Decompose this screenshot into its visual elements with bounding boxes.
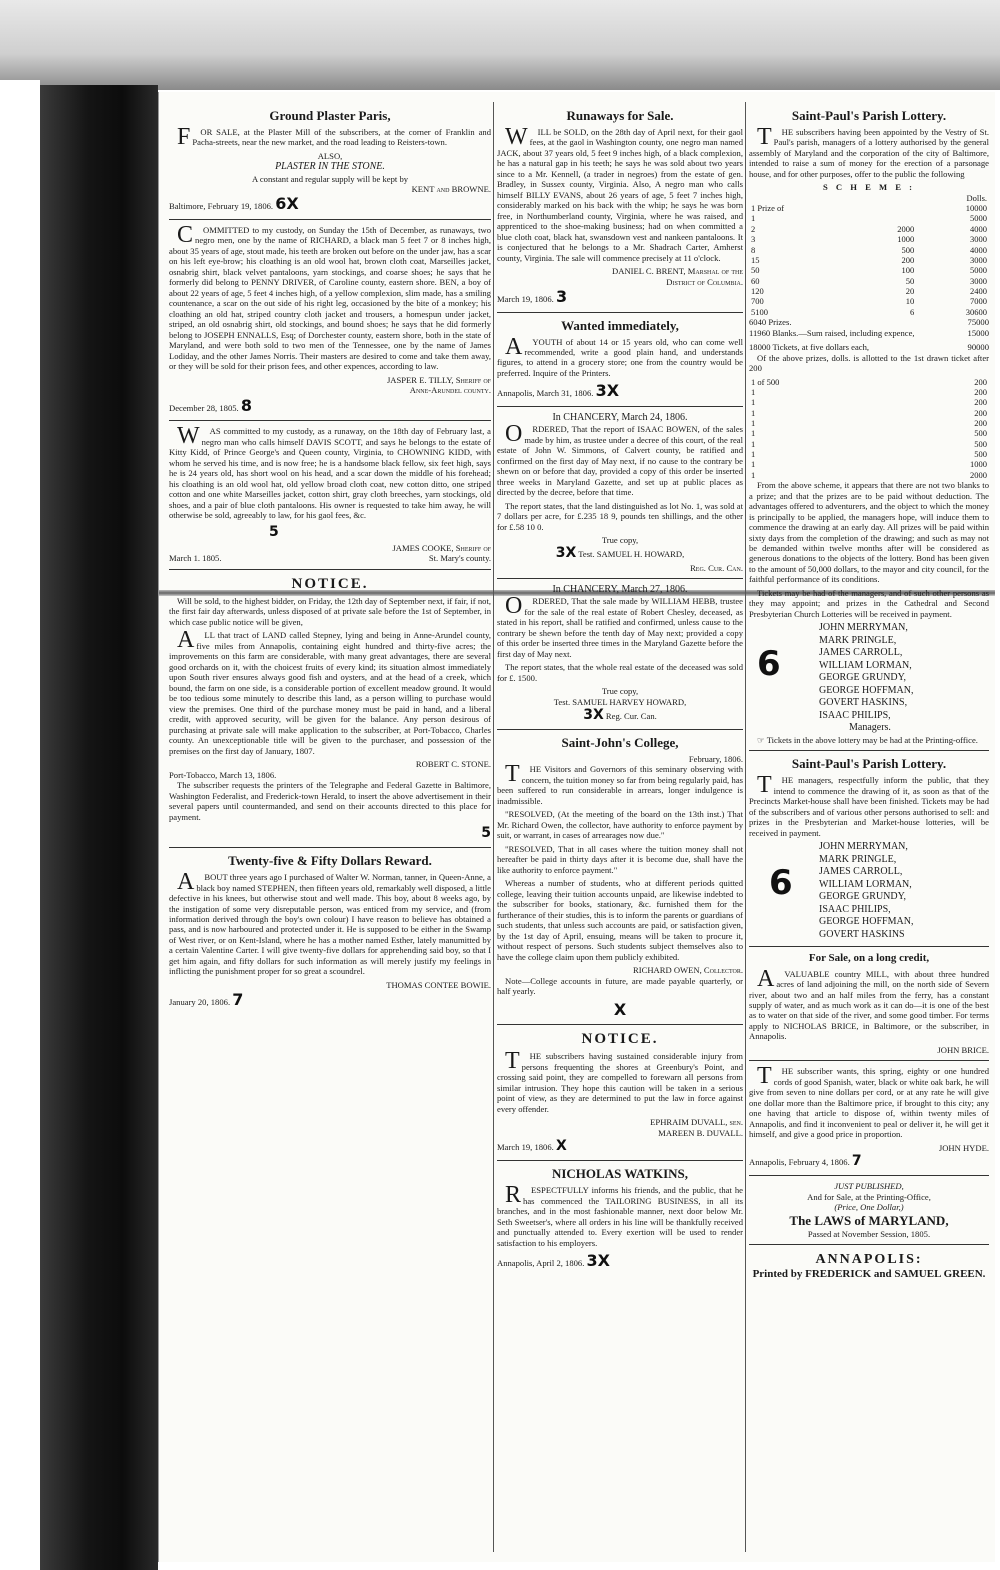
ad-title: For Sale, on a long credit, <box>808 952 930 965</box>
handwritten-mark: 7 <box>232 990 244 1010</box>
ad-body: COMMITTED to my custody, on Sunday the 15th of December, as runaways, two negro men, one by the name of RICHARD, a black man 5 feet 7 or 8 inches high, about 35 years of age, stout made, his teeth are broken out before on the under jaw, has a scar on his left eye-brow; his cloathing is an old wool hat, brown cloth coat, Marseilles jacket, osnabrig shirt, black velvet pantaloons, yarn stockings, and coarse shoes; he says that he formerly did belong to PENNY DRIVER, of Caroline county, eastern shore. BEN, a boy of about 22 years of age, 5 feet 4 inches high, of a yellow complexion, slim made, has a smiling countenance, a scar on the out side of his right leg, occasioned by the bite of a monkey; his cloathing an old hat, striped country cloth jacket and trousers, a homespun under jacket, striped, an old osnabrig shirt, old stockings, and bound shoes; he says that he did formerly belong to JOSEPH ENNALLS, Esq; of Dorchester county, eastern shore, both in the state of Maryland, and were both sold to two men of the Tennessee, one by the name of James Lodiday, and the other James Norris. Their masters are desired to come and take them away, or they will be sold for their prison fees, and other expences, according to law. <box>169 221 491 372</box>
column-rule <box>745 102 746 1552</box>
scheme-cell: 3000 <box>970 234 987 245</box>
scheme-cell: 3000 <box>970 275 987 286</box>
scheme-total: 6040 Prizes. 75000 <box>749 317 989 328</box>
ad-signature: JASPER E. TILLY, Sheriff of <box>386 374 491 385</box>
newspaper-page <box>158 92 995 1562</box>
scheme-cell: 3 <box>751 234 756 245</box>
ad-body: ABOUT three years ago I purchased of Walter W. Norman, tanner, in Queen-Anne, a black boy named STEPHEN, then fifteen years old, remarkably well disposed, a little defective in his knees, but otherwise stout and well made. This boy, about 8 weeks ago, by the instigation of some very disreputable person, was enticed from my service, and (from information derived through the boy's own colour) I have reason to believe has obtained a pass, and is now harboured and protected under it. He is supposed to be either in the Swamp of West river, or on Kent-Island, where he has a mother named Esther, lately manumitted by a certain Valentine Carter. I will give twenty-five dollars for apprehending said boy, so that I get him again, and fifty dollars for such information as will merely justify my feelings in inflicting the punishment proper for so great a scoundrel. <box>169 869 491 977</box>
daily-cell: 1 <box>751 397 756 408</box>
manager-name: JAMES CARROLL, <box>819 866 903 878</box>
ad-note: ☞ Tickets in the above lottery may be had at the Printing-office. <box>757 734 978 745</box>
scheme-cell: 7000 <box>970 296 987 307</box>
managers-label: Managers. <box>849 722 891 734</box>
ad-title: Saint-Paul's Parish Lottery. <box>791 756 947 772</box>
scheme-row <box>749 276 989 286</box>
scheme-cell: 1000 <box>897 234 915 245</box>
scheme-row <box>749 234 989 244</box>
lottery-scheme-table <box>749 193 989 317</box>
daily-row <box>749 387 989 397</box>
manager-name: GEORGE GRUNDY, <box>819 672 907 684</box>
daily-cell: 1 <box>751 469 756 480</box>
ad-body: THE subscriber wants, this spring, eighty or one hundred cords of good Spanish, water, black or white oak bark, he will give from seven to nine dollars per cord, or at any rate he will give one dollar more than the Baltimore price, if brought to this city; any one having that article to dispose of, within twenty miles of Annapolis, and find it inconvenient to peal or deliver it, he will get it himself, and give a good price in proportion. <box>749 1063 989 1140</box>
ad-dateline: December 28, 1805. 8 <box>169 395 252 415</box>
scheme-cell: 2 <box>751 223 756 234</box>
column-3 <box>749 104 989 1282</box>
scheme-cell: 5000 <box>970 265 987 276</box>
daily-row <box>749 428 989 438</box>
divider <box>749 1060 989 1061</box>
scheme-cell: 6 <box>909 306 915 317</box>
ad-body: RESPECTFULLY informs his friends, and the public, that he has commenced the TAILORING BUSINESS, in all its branches, and in the most fashionable manner, next door below Mr. Seth Sweetser's, where all orders in his line will be thankfully received and punctually attended to. Every exertion will be used to render satisfaction to his employers. <box>497 1182 743 1248</box>
scheme-title: S C H E M E : <box>823 182 915 193</box>
manager-name: MARK PRINGLE, <box>819 853 897 865</box>
ad-dateline: Annapolis, March 31, 1806. 3X <box>497 381 620 401</box>
table-header: Dolls. <box>966 192 987 203</box>
divider <box>169 847 491 848</box>
ad-text: A constant and regular supply will be kept by <box>251 173 409 184</box>
daily-prize-table <box>749 377 989 481</box>
ad-dateline: March 1. 1805. St. Mary's county. <box>169 553 491 564</box>
divider <box>497 578 743 579</box>
daily-cell: 500 <box>974 438 987 449</box>
scheme-row <box>749 245 989 255</box>
scheme-cell: 50 <box>751 265 760 276</box>
ad-body: ORDERED, That the sale made by WILLIAM HEBB, trustee for the sale of the real estate of Robert Chesley, deceased, as stated in his report, shall be ratified and confirmed, unless cause to the contrary be shewn before the tenth day of May next; provided a copy of this order be inserted three times in the Maryland Gazette before the first day of May next. <box>497 593 743 659</box>
scheme-cell: 10000 <box>965 203 987 214</box>
scheme-row <box>749 307 989 317</box>
daily-cell: 500 <box>974 449 987 460</box>
ad-subtitle: PLASTER IN THE STONE. <box>275 161 385 173</box>
scheme-total: 11960 Blanks.—Sum raised, including expence, 15000 <box>749 327 989 338</box>
handwritten-mark: 6 <box>757 644 781 685</box>
daily-cell: 200 <box>974 397 987 408</box>
daily-cell: 1 <box>751 449 756 460</box>
handwritten-mark: X <box>613 999 627 1019</box>
managers-block <box>749 841 989 941</box>
ad-signature: JAMES COOKE, Sheriff of <box>392 542 491 553</box>
ad-title: Ground Plaster Paris, <box>269 108 391 123</box>
scan-gutter <box>0 80 40 1570</box>
scheme-total: 18000 Tickets, at five dollars each, 90000 <box>749 342 989 353</box>
daily-row <box>749 439 989 449</box>
ad-intro: Will be sold, to the highest bidder, on Friday, the 12th day of September next, if fair, if not, the first fair day afterwards, unless disposed of at private sale before the 1st of September, in which case public notice will be given, <box>169 595 491 627</box>
ad-title: Saint-John's College, <box>561 735 679 751</box>
scheme-row <box>749 255 989 265</box>
scheme-row <box>749 296 989 306</box>
scheme-cell: 2400 <box>970 286 987 296</box>
ad-report: The report states, that the land distinguished as lot No. 1, was sold at 7 dollars per acre, for £.235 18 9, pounds ten shillings, and the other for £.58 10 0. <box>497 500 743 532</box>
divider <box>169 569 491 570</box>
handwritten-mark: 3 <box>555 287 568 307</box>
scheme-cell: 5100 <box>751 306 768 317</box>
ad-line: And for Sale, at the Printing-Office, <box>807 1191 931 1202</box>
ad-dateline: Annapolis, April 2, 1806. 3X <box>497 1251 610 1271</box>
scheme-cell <box>856 213 917 223</box>
scheme-row <box>749 286 989 296</box>
scheme-cell: 200 <box>901 254 915 265</box>
daily-cell: 500 <box>974 428 987 439</box>
scheme-cell: 700 <box>751 296 764 307</box>
scheme-cell: 15 <box>751 254 760 265</box>
divider <box>749 946 989 947</box>
handwritten-mark: 3X <box>555 545 577 562</box>
ad-copy: True copy, <box>601 686 639 697</box>
daily-row <box>749 397 989 407</box>
scan-background <box>0 0 1000 90</box>
handwritten-mark: 3X <box>595 381 620 401</box>
imprint-place: ANNAPOLIS: <box>815 1252 923 1268</box>
scheme-row <box>749 213 989 223</box>
scheme-row <box>749 224 989 234</box>
scheme-cell: 100 <box>901 265 915 276</box>
column-rule <box>493 102 494 1552</box>
ad-body: THE subscribers having been appointed by the Vestry of St. Paul's parish, managers of a lottery authorised by the general assembly of Maryland and the corporation of the city of Baltimore, intended to raise a sum of money for the erection of a parsonage house, and for other purposes, offer to the public the following <box>749 123 989 179</box>
daily-cell: 1000 <box>970 459 987 470</box>
imprint-printers: Printed by FREDERICK and SAMUEL GREEN. <box>752 1268 986 1281</box>
scheme-cell: 50 <box>905 275 915 286</box>
scheme-cell: 8 <box>751 244 756 255</box>
manager-name: GEORGE HOFFMAN, <box>819 916 914 928</box>
daily-cell: 200 <box>974 417 987 428</box>
ad-dateline: Baltimore, February 19, 1806. 6X <box>169 194 299 214</box>
divider <box>749 1244 989 1245</box>
ad-body: FOR SALE, at the Plaster Mill of the subscribers, at the corner of Franklin and Pacha-streets, near the new market, and the road leading to Reisters-town. <box>177 123 491 150</box>
scheme-cell: 5000 <box>970 213 987 224</box>
daily-row <box>749 459 989 469</box>
manager-name: GOVERT HASKINS, <box>819 697 908 709</box>
scheme-cell: 2000 <box>897 223 915 234</box>
ad-body: AYOUTH of about 14 or 15 years old, who can come well recommended, write a good plain hand, and understands figures, to attend in a grocery store; one from the country would be preferred. Inquire of the Printers. <box>497 333 743 378</box>
ad-title: The LAWS of MARYLAND, <box>789 1212 949 1228</box>
handwritten-mark: 5 <box>481 825 491 842</box>
scheme-row <box>749 265 989 275</box>
scheme-cell: 10 <box>905 296 915 307</box>
divider <box>497 1024 743 1025</box>
manager-name: JAMES CARROLL, <box>819 647 903 659</box>
daily-cell: 1 <box>751 428 756 439</box>
scheme-row <box>749 203 989 213</box>
divider <box>169 420 491 421</box>
divider <box>497 312 743 313</box>
ad-signature: RICHARD OWEN, Collector. <box>633 965 743 976</box>
daily-row <box>749 449 989 459</box>
ad-dateline: January 20, 1806. 7 <box>169 990 244 1010</box>
managers-list <box>819 841 989 941</box>
managers-block <box>749 622 989 735</box>
daily-cell: 1 <box>751 438 756 449</box>
ad-body: AVALUABLE country MILL, with about three hundred acres of land adjoining the mill, on the north side of Severn river, about two and an half miles from the ferry, has a constant supply of water, and as much work as it can do—it is one of the best as to water on that side of the river, and some good timber. For terms apply to NICHOLAS BRICE, in Baltimore, or the subscriber, in Annapolis. <box>749 965 989 1042</box>
handwritten-mark: 5 <box>269 523 279 540</box>
scheme-cell: 4000 <box>970 223 987 234</box>
scheme-cell: 3000 <box>970 254 987 265</box>
ad-signature: District of Columbia. <box>666 276 743 287</box>
manager-name: WILLIAM LORMAN, <box>819 659 912 671</box>
scheme-cell: 4000 <box>970 244 987 255</box>
column-1 <box>169 104 491 1010</box>
ad-also: ALSO, <box>317 150 343 161</box>
handwritten-mark: 7 <box>851 1153 862 1170</box>
handwritten-mark: 8 <box>240 395 252 415</box>
ad-copy: True copy, <box>601 534 639 545</box>
ad-report: The report states, that the whole real estate of the deceased was sold for £. 1500. <box>497 662 743 683</box>
ad-signature: Test. SAMUEL HARVEY HOWARD, <box>553 696 687 707</box>
ad-title: Saint-Paul's Parish Lottery. <box>791 108 947 123</box>
ad-dateline: March 19, 1806. 3 <box>497 287 568 307</box>
ad-title: Wanted immediately, <box>561 317 679 333</box>
ad-body: THE subscribers having sustained considerable injury from persons frequenting the shores at Greenbury's Point, and crossing said point, they are compelled to forewarn all persons from similar intrusion. They hope this caution will be taken in a serious point of view, as they are determined to put the law in force against every offender. <box>497 1048 743 1114</box>
divider <box>497 406 743 407</box>
column-2 <box>497 104 743 1271</box>
ad-title: Twenty-five & Fifty Dollars Reward. <box>228 853 432 869</box>
ad-body: WAS committed to my custody, as a runaway, on the 18th day of February last, a negro man who calls himself DAVIS SCOTT, and says he belongs to the estate of Kitty Kidd, of Prince George's and Queen county, Virginia, to CHOWNING KIDD, with whom he served his time, and is now free; he is a handsome black fellow, six feet high, says he is 24 years old, has short wool on his head, and a scar down the middle of his forehead; his cloathing is an old wool hat, old yellow broad cloth coat, new cotton ditto, one striped cotton and one white Marseilles jacket, cotton shirt, gray cloth breeches, yarn stockings, old shoes, and a pair of blue cloth pantaloons. His owner is requested to take him away, he will otherwise be sold, agreeably to law, for his gaol fees, &c. <box>169 423 491 521</box>
ad-signature: JOHN HYDE. <box>938 1142 989 1153</box>
scheme-cell: 60 <box>751 275 760 286</box>
scheme-cell: 20 <box>905 286 915 296</box>
ad-signature: DANIEL C. BRENT, Marshal of the <box>612 266 743 277</box>
daily-row <box>749 418 989 428</box>
ad-resolved: "RESOLVED, (At the meeting of the board on the 13th inst.) That Mr. Richard Owen, the collector, have authority to enforce payment by suit, or warrant, in cases of arrearages now due." <box>497 809 743 841</box>
ad-title: NOTICE. <box>291 575 369 592</box>
manager-name: MARK PRINGLE, <box>819 634 897 646</box>
manager-name: ISAAC PHILIPS, <box>819 709 891 721</box>
ad-title: NOTICE. <box>581 1031 659 1048</box>
divider <box>169 219 491 220</box>
ad-signature: EPHRAIM DUVALL, sen. <box>650 1117 743 1128</box>
daily-cell: 2000 <box>970 469 987 480</box>
divider <box>497 1160 743 1161</box>
ad-body: Tickets may be had of the managers, and of such other persons as they may appoint; and prizes in the Cathedral and Second Presbyterian Church Lotteries will be received in payment. <box>749 587 989 619</box>
scheme-cell: 30600 <box>965 306 987 317</box>
manager-name: GEORGE HOFFMAN, <box>819 684 914 696</box>
ad-signature: ROBERT C. STONE. <box>415 759 491 770</box>
ad-title: NICHOLAS WATKINS, <box>551 1166 689 1182</box>
ad-title: In CHANCERY, March 24, 1806. <box>552 411 688 423</box>
ad-line: Passed at November Session, 1805. <box>807 1228 931 1239</box>
manager-name: GOVERT HASKINS <box>819 928 905 940</box>
ad-signature: 3X Reg. Cur. Can. <box>583 707 657 724</box>
divider <box>749 1175 989 1176</box>
ad-signature: MAREEN B. DUVALL. <box>658 1127 743 1138</box>
daily-row <box>749 408 989 418</box>
divider <box>497 729 743 730</box>
ad-line: JUST PUBLISHED, <box>834 1181 904 1192</box>
daily-row <box>749 470 989 480</box>
ad-dateline: Port-Tobacco, March 13, 1806. <box>169 769 277 780</box>
handwritten-mark: X <box>555 1138 567 1155</box>
handwritten-mark: 3X <box>583 707 604 724</box>
divider <box>749 750 989 751</box>
manager-name: GEORGE GRUNDY, <box>819 891 907 903</box>
scheme-cell: 120 <box>751 286 764 296</box>
scheme-cell: 1 Prize of <box>751 203 785 214</box>
handwritten-mark: 6X <box>275 194 299 214</box>
ad-whereas: Whereas a number of students, who at different periods quitted college, leaving their tuition accounts unpaid, are likewise indebted to the subscriber for books, stationary, &c. furnished them for the furtherance of their studies, this is to inform the parents or guardians of such students, that unless such accounts are paid, or satisfaction given, by the 1st day of April, ensuing, means will be taken to procure it, without respect of persons. Such students subject themselves also to have the college claim upon them publicly exhibited. <box>497 878 743 962</box>
ad-signature: Anne-Arundel county. <box>409 385 491 396</box>
scheme-cell <box>856 203 917 213</box>
scheme-cell: 1 <box>751 213 756 224</box>
ad-title: Runaways for Sale. <box>566 108 674 123</box>
daily-cell: 1 <box>751 459 756 470</box>
ad-signature: 3X Test. SAMUEL H. HOWARD, <box>555 545 685 562</box>
daily-cell: 1 of 500 <box>751 376 780 387</box>
binding-spine <box>40 85 158 1570</box>
daily-cell: 1 <box>751 417 756 428</box>
ad-body: WILL be SOLD, on the 28th day of April next, for their gaol fees, at the gaol in Washington county, one negro man named JACK, about 37 years old, 5 feet 9 inches high, of a black complexion, he has a natural gap in his teeth; he says he was sold about two years since to a Mr. Kennell, (a trader in negroes) from the estate of gen. Bradley, in Sussex county, Virginia. Also, A negro man who calls himself BILLY EVANS, about 26 years of age, 5 feet 7 inches high, considerably marked on his back with the whip; he says he was born free, in Northumberland county, Virginia, where he was raised, and apprenticed to the shoe-making business; had on when committed a blue cloth coat, black hat, swansdown vest and nankeen pantaloons. It is conjectured that he belongs to a Mr. Shadrach Carter, Amherst county, Virginia. The sale will commence precisely at 11 o'clock. <box>497 123 743 263</box>
ad-dateline: Annapolis, February 4, 1806. 7 <box>749 1153 862 1170</box>
handwritten-mark: 6 <box>769 863 793 904</box>
daily-cell: 1 <box>751 386 756 397</box>
daily-row <box>749 377 989 387</box>
ad-dateline: March 19, 1806. X <box>497 1138 567 1155</box>
ad-body: THE managers, respectfully inform the public, that they intend to commence the drawing of it, as soon as that of the Precincts Market-house shall have been finished. Tickets may be had of the subscribers and of various other persons authorised to sell: and prizes in the Presbyterian and Market-house lotteries, will be received in payment. <box>749 772 989 838</box>
daily-cell: 1 <box>751 407 756 418</box>
ad-signature: KENT and BROWNE. <box>411 183 491 194</box>
ad-signature: JOHN BRICE. <box>937 1044 989 1055</box>
ad-date: February, 1806. <box>688 754 743 764</box>
manager-name: JOHN MERRYMAN, <box>819 622 908 634</box>
daily-cell: 200 <box>974 407 987 418</box>
ad-note: Note—College accounts in future, are made payable quarterly, or half yearly. <box>497 975 743 997</box>
ad-body: ALL that tract of LAND called Stepney, lying and being in Anne-Arundel county, five miles from Annapolis, containing eight hundred and thirty-five acres; the improvements on this farm are considerable, with many great advantages, there are several good orchards on it, with the choicest fruits of every kind; its situation almost immediately upon South river ensures always good fish and oysters, and at the head of a creek, which bound, the farm on one side, is a considerable portion of excellent meadow ground. It would be too tedious some minutely to describe this land, as a person willing to purchase would view the premises. One third of the purchase money must be paid in hand, and a liberal credit, with approved security, will be given for the balance. Any person desirous of purchasing at private sale will make application to the subscriber, at Port-Tobacco, Charles county. An unexceptionable title will be given to the purchaser, and possession of the premises on the first day of January, 1807. <box>169 627 491 756</box>
ad-body: THE Visitors and Governors of this seminary observing with concern, the tuition money so far from being regularly paid, has been suffered to run considerable in arrears, longer indulgence is inadmissible. <box>497 761 743 806</box>
scheme-cell: 500 <box>901 244 915 255</box>
daily-cell: 200 <box>974 376 987 387</box>
daily-cell: 200 <box>974 386 987 397</box>
scheme-note: Of the above prizes, dolls. is allotted to the 1st drawn ticket after 200 <box>749 352 989 374</box>
ad-title: In CHANCERY, March 27, 1806. <box>552 584 688 596</box>
ad-signature: THOMAS CONTEE BOWIE. <box>386 979 491 990</box>
manager-name: WILLIAM LORMAN, <box>819 878 912 890</box>
handwritten-mark: 3X <box>586 1251 610 1271</box>
ad-resolved: "RESOLVED, That in all cases where the tuition money shall not hereafter be paid in thirty days after it is become due, shall have the like authority to enforce payment." <box>497 843 743 875</box>
manager-name: JOHN MERRYMAN, <box>819 841 908 853</box>
managers-list <box>819 622 989 722</box>
ad-body: ORDERED, That the report of ISAAC BOWEN, of the sales made by him, as trustee under a decree of this court, of the real estate of John W. Simmons, of Calvert county, be ratified and confirmed on the first day of May next, if no cause to the contrary be shewn on or before that day, provided a copy of this order be inserted three weeks in Maryland Gazette, and set up at public places as directed by the decree, before that time. <box>497 421 743 498</box>
ad-line: (Price, One Dollar,) <box>834 1202 904 1213</box>
ad-signature: Reg. Cur. Can. <box>690 562 743 573</box>
ad-note: The subscriber requests the printers of the Telegraphe and Federal Gazette in Baltimore, Washington Federalist, and Frederick-town Herald, to insert the above advertisement in their several papers until countermanded, and send on their accounts directed to this place for payment. <box>169 780 491 822</box>
manager-name: ISAAC PHILIPS, <box>819 903 891 915</box>
ad-body: From the above scheme, it appears that there are not two blanks to a prize; and that the prizes are to be paid without deduction. The advantages offered to adventurers, and the object to which the money is principally to be applied, the managers hope, will induce them to commence the drawing at an early day. All prizes will be paid within sixty days from the completion of the drawing; and such as may not be demanded within twelve months after will be considered as generous donations to the objects of the lottery. Bond has been given to the amount of 50,000 dollars, to the mayor and city council, for the faithful performance of its conditions. <box>749 480 989 585</box>
